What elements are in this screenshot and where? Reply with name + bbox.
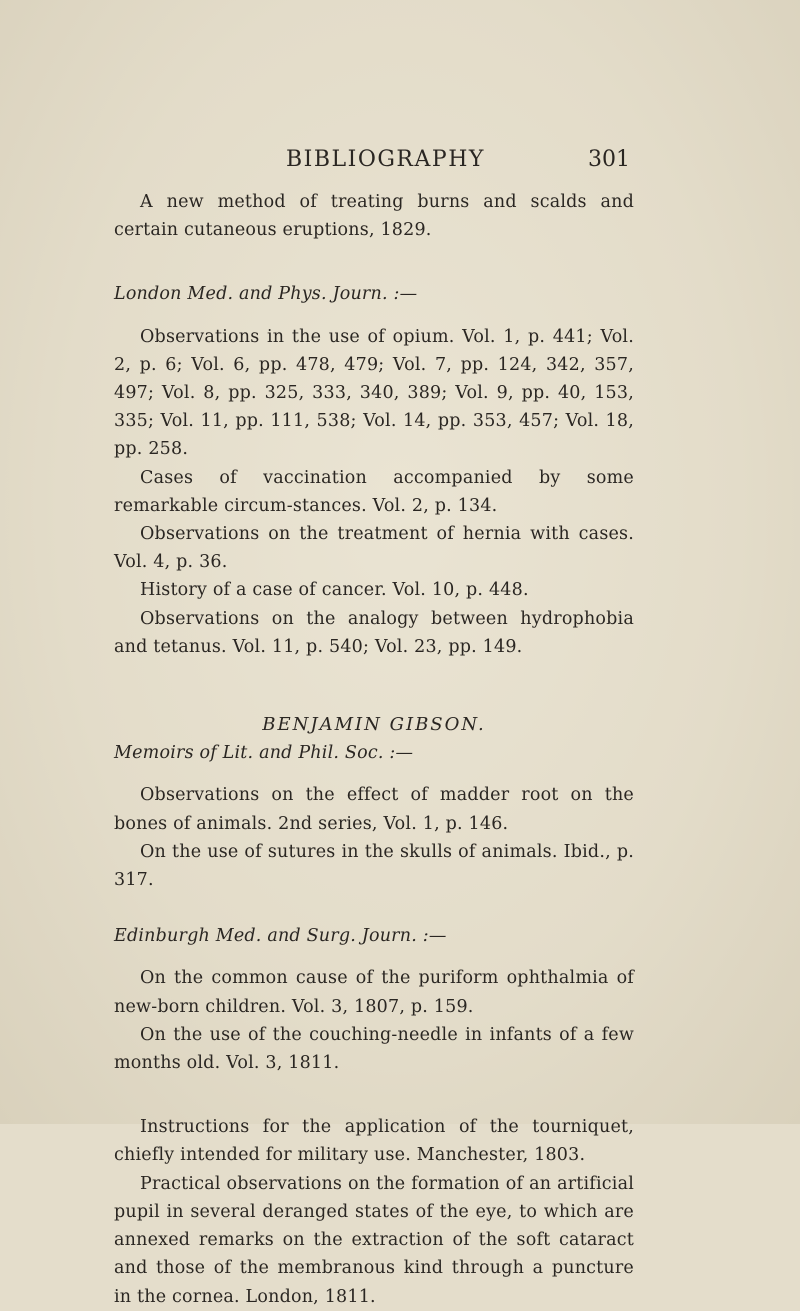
entry-artificial-pupil: Practical observations on the formation of an artificial pupil in several deranged states of the eye, to which are annexed remarks on the extraction of the soft cataract and those of the membranous kind through a puncture in the cornea. London, 1811. (114, 1173, 634, 1307)
entry-ophthalmia: On the common cause of the puriform ophthalmia of new-born children. Vol. 3, 1807, p. 159. (114, 968, 634, 1017)
running-title: BIBLIOGRAPHY (286, 147, 485, 172)
entry-opium: Observations in the use of opium. Vol. 1, p. 441; Vol. 2, p. 6; Vol. 6, pp. 478, 479; Vol. 7, pp. 124, 342, 357, 497; Vol. 8, pp. 325, 333, 340, 389; Vol. 9, pp. 40, 153, 335; Vol. 11, pp. 111, 538; Vol. 14, pp. 353, 457; Vol. 18, pp. 258. (114, 326, 634, 460)
bibliography-text (114, 188, 634, 1311)
entry-cancer: History of a case of cancer. Vol. 10, p. 448. (140, 580, 529, 601)
entry-sutures: On the use of sutures in the skulls of animals. Ibid., p. 317. (114, 841, 634, 891)
entry-hydrophobia: Observations on the analogy between hydrophobia and tetanus. Vol. 11, p. 540; Vol. 23, pp. 149. (114, 608, 634, 657)
page-number: 301 (588, 147, 630, 172)
running-head (0, 147, 800, 177)
entry-vaccination: Cases of vaccination accompanied by some remarkable circum-stances. Vol. 2, p. 134. (114, 467, 634, 516)
entry-hernia: Observations on the treatment of hernia with cases. Vol. 4, p. 36. (114, 524, 634, 573)
entry-burns-and-scalds: A new method of treating burns and scalds and certain cutaneous eruptions, 1829. (114, 192, 634, 241)
journal-heading-london-med: London Med. and Phys. Journ. :— (114, 284, 418, 305)
author-heading: BENJAMIN GIBSON. (262, 714, 486, 736)
entry-tourniquet: Instructions for the application of the tourniquet, chiefly intended for military use. Manchester, 1803. (114, 1117, 634, 1166)
journal-heading-edinburgh: Edinburgh Med. and Surg. Journ. :— (114, 926, 447, 947)
journal-heading-memoirs: Memoirs of Lit. and Phil. Soc. :— (114, 743, 414, 764)
entry-madder-root: Observations on the effect of madder root on the bones of animals. 2nd series, Vol. 1, p. 146. (114, 785, 634, 834)
entry-couching-needle: On the use of the couching-needle in infants of a few months old. Vol. 3, 1811. (114, 1024, 634, 1074)
